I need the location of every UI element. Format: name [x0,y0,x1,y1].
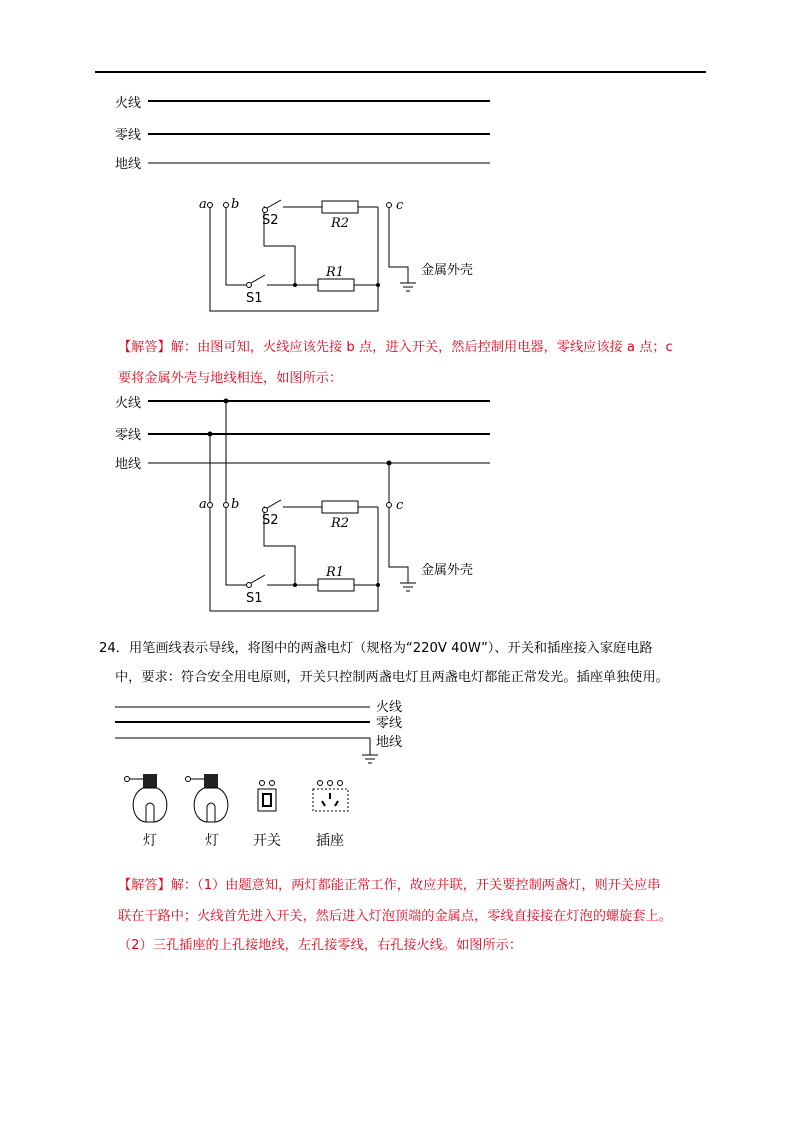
bulb-1 [125,774,167,822]
terminal-c-label: c [396,498,404,513]
socket [313,781,348,812]
wire-label-live: 火线 [376,700,403,715]
answer1-tag: 【解答】 [118,340,171,355]
wire-label-live: 火线 [115,96,142,111]
wire-label-ground: 地线 [115,457,142,472]
label-socket: 插座 [316,833,344,849]
answer2-line3: （2）三孔插座的上孔接地线，左孔接零线，右孔接火线。如图所示： [118,938,523,953]
casing-label: 金属外壳 [421,263,474,278]
label-lamp-2: 灯 [205,833,219,849]
switch1-label: S1 [246,591,263,606]
answer1-line2: 要将金属外壳与地线相连，如图所示： [118,371,343,386]
wire-label-live: 火线 [115,396,142,411]
wire-label-ground: 地线 [376,735,403,750]
wire-label-neutral: 零线 [376,716,403,731]
answer1-line1: 【解答】解：由图可知，火线应该先接 b 点，进入开关，然后控制用电器，零线应该接 a 点；c [118,340,673,355]
terminal-a-label: a [199,497,207,512]
answer2-line2: 联在干路中；火线首先进入开关，然后进入灯泡顶端的金属点，零线直接接在灯泡的螺旋套上。 [118,909,672,924]
casing-label: 金属外壳 [421,563,474,578]
answer2-tag: 【解答】 [118,878,171,893]
wire-label-neutral: 零线 [115,428,142,443]
wall-switch [258,781,276,812]
resistor1-label: R1 [326,265,345,280]
wire-label-ground: 地线 [115,157,142,172]
answer2-line1: 【解答】解：（1）由题意知，两灯都能正常工作，故应并联，开关要控制两盏灯，则开关应串 [118,878,661,893]
resistor1-label: R1 [326,565,345,580]
terminal-c-label: c [396,198,404,213]
question24-line2: 中，要求：符合安全用电原则，开关只控制两盏电灯且两盏电灯都能正常发光。插座单独使用。 [115,670,669,685]
resistor2-label: R2 [331,516,350,531]
terminal-a-label: a [199,197,207,212]
resistor2-label: R2 [331,216,350,231]
terminal-b-label: b [231,197,240,212]
switch2-label: S2 [262,513,279,528]
bulb-2 [186,774,228,822]
wire-label-neutral: 零线 [115,128,142,143]
label-lamp-1: 灯 [143,833,157,849]
question24-line1: 24．用笔画线表示导线，将图中的两盏电灯（规格为“220V 40W”）、开关和插座接入家庭电路 [99,641,653,656]
switch1-label: S1 [246,291,263,306]
switch2-label: S2 [262,213,279,228]
terminal-b-label: b [231,497,240,512]
label-switch: 开关 [253,833,281,849]
